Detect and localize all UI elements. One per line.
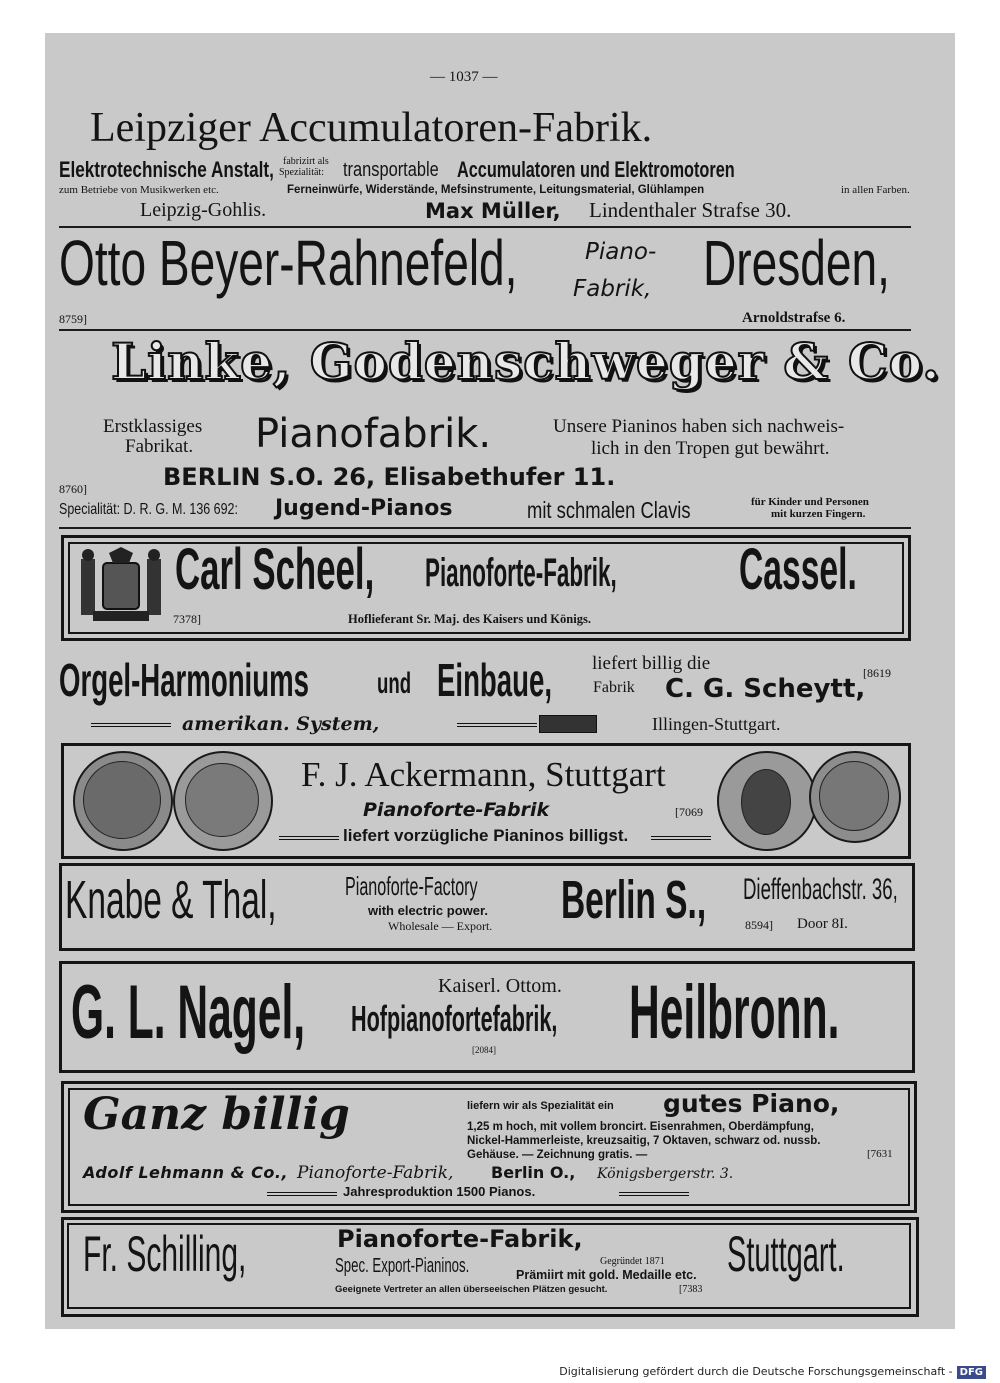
ad4-tagline: Hoflieferant Sr. Maj. des Kaisers und Königs. xyxy=(348,612,591,626)
ad7-address: Dieffenbachstr. 36, xyxy=(743,873,898,906)
ad4-type: Pianoforte-Fabrik, xyxy=(425,551,617,595)
ad9-company: Adolf Lehmann & Co., xyxy=(83,1163,289,1182)
ad1-line2 xyxy=(59,157,955,187)
ad5-main-wrap xyxy=(59,654,579,717)
ad8-ref: [2084] xyxy=(472,1045,496,1055)
dfg-logo-icon: DFG xyxy=(957,1366,986,1379)
footer-credit xyxy=(559,1365,986,1379)
ad10-type: Pianoforte-Fabrik, xyxy=(337,1225,583,1253)
scanned-page xyxy=(45,33,955,1329)
ad1-line2-mid-bottom: Spezialität: xyxy=(279,167,324,178)
ad8-name: G. L. Nagel, xyxy=(71,970,306,1055)
ad9-production: Jahresproduktion 1500 Pianos. xyxy=(343,1184,536,1199)
ad7-city: Berlin S., xyxy=(561,870,707,930)
ad9-company-city: Berlin O., xyxy=(491,1163,576,1182)
ornament-line xyxy=(619,1192,689,1196)
page-number: — 1037 — xyxy=(430,69,498,85)
ad1-line2-right-a: transportable xyxy=(343,159,439,181)
coat-of-arms-icon xyxy=(73,545,169,625)
keyboard-icon xyxy=(539,715,597,733)
ad1-line3-a: zum Betriebe von Musikwerken etc. xyxy=(59,184,219,196)
ad1-owner: Max Müller, xyxy=(425,199,561,223)
ad7-type-2: with electric power. xyxy=(368,903,488,918)
ad8-city-wrap xyxy=(629,970,929,1059)
ad1-title: Leipziger Accumulatoren-Fabrik. xyxy=(90,105,653,151)
ad3-right-1: Unsere Pianinos haben sich nachweis- xyxy=(553,416,845,437)
ornament-line xyxy=(267,1192,337,1196)
ad9-r1a: liefern wir als Spezialität ein xyxy=(467,1100,614,1112)
ad6-tagline: liefert vorzügliche Pianinos billigst. xyxy=(343,826,629,845)
ad10-founded: Gegründet 1871 xyxy=(600,1256,665,1267)
ad7-address-wrap xyxy=(743,875,913,911)
ornament-line xyxy=(91,723,171,727)
ad9-r4: Gehäuse. — Zeichnung gratis. — xyxy=(467,1149,648,1161)
divider xyxy=(59,527,911,529)
ad9-r2: 1,25 m hoch, mit vollem broncirt. Eisenrahmen, Oberdämpfung, xyxy=(467,1121,814,1133)
medal-figures-icon xyxy=(185,763,259,837)
ad9-ref: [7631 xyxy=(867,1148,893,1160)
ad3-special-label: Specialität: D. R. G. M. 136 692: xyxy=(59,501,238,518)
ad5-right-2b: C. G. Scheytt, xyxy=(665,674,866,704)
ad4-city-wrap xyxy=(739,537,919,611)
ad3-special-mid: mit schmalen Clavis xyxy=(527,497,691,523)
ad4-ref: 7378] xyxy=(173,612,201,626)
ad10-award: Prämiirt mit gold. Medaille etc. xyxy=(516,1268,697,1282)
ad10-name: Fr. Schilling, xyxy=(83,1226,247,1282)
ad2-fabrik: Fabrik, xyxy=(573,276,652,302)
ad9-company-addr: Königsbergerstr. 3. xyxy=(597,1166,734,1182)
ad7-ref: 8594] xyxy=(745,918,773,932)
ad1-line3-b: Ferneinwürfe, Widerstände, Mefsinstrumente, Leitungsmaterial, Glühlampen xyxy=(287,184,705,196)
ad1-city: Leipzig-Gohlis. xyxy=(140,199,267,221)
ad6-type: Pianoforte-Fabrik xyxy=(363,799,550,821)
medal-allegory-icon xyxy=(819,761,889,831)
ad9-company-type: Pianoforte-Fabrik, xyxy=(297,1163,454,1183)
ad5-right-2a: Fabrik xyxy=(593,679,635,696)
ad5-main: Orgel-Harmoniums xyxy=(59,654,309,706)
ad3-address: BERLIN S.O. 26, Elisabethufer 11. xyxy=(163,463,616,491)
ad8-name-wrap xyxy=(71,970,371,1059)
ad1-line2-right-b: Accumulatoren und Elektromotoren xyxy=(457,157,735,182)
ad7-name-wrap xyxy=(65,870,345,933)
ad3-name: Linke, Godenschweger & Co. xyxy=(111,332,941,391)
medal-portrait-icon xyxy=(83,761,161,839)
ornament-line xyxy=(279,836,339,840)
ad2-piano: Piano- xyxy=(585,239,657,265)
ad2-address: Arnoldstrafse 6. xyxy=(742,310,846,326)
ad10-spec-wrap xyxy=(335,1256,515,1280)
ad1-line2-left: Elektrotechnische Anstalt, xyxy=(59,157,274,182)
footer-text: Digitalisierung gefördert durch die Deutsche Forschungsgemeinschaft - xyxy=(559,1365,953,1378)
ad7-door: Door 8I. xyxy=(797,916,848,932)
ad5-place: Illingen-Stuttgart. xyxy=(652,714,781,734)
ad6-ref: [7069 xyxy=(675,805,703,819)
ad10-name-wrap xyxy=(83,1226,343,1289)
ad1-line3-c: in allen Farben. xyxy=(841,184,910,196)
ad5-right-1: liefert billig die xyxy=(592,653,711,674)
ad8-top: Kaiserl. Ottom. xyxy=(438,975,562,997)
ad8-type-wrap xyxy=(351,998,651,1041)
ad2-city: Dresden, xyxy=(703,227,890,299)
ad3-special-small-1: für Kinder und Personen xyxy=(751,496,869,508)
ornament-line xyxy=(651,836,711,840)
ad3-ref: 8760] xyxy=(59,482,87,496)
ad5-und: und xyxy=(377,667,412,700)
medal-figure-icon xyxy=(741,769,791,835)
divider xyxy=(59,329,911,331)
ad2-ref: 8759] xyxy=(59,312,87,326)
ad3-special-small-2: mit kurzen Fingern. xyxy=(771,508,866,520)
ad9-r3: Nickel-Hammerleiste, kreuzsaitig, 7 Oktaven, schwarz od. nussb. xyxy=(467,1135,821,1147)
ad7-type: Pianoforte-Factory xyxy=(345,871,478,901)
ad7-name: Knabe & Thal, xyxy=(65,870,277,930)
ad2-name: Otto Beyer-Rahnefeld, xyxy=(59,227,518,299)
ad7-type-wrap xyxy=(345,873,575,901)
ad3-special-main: Jugend-Pianos xyxy=(275,496,453,521)
ad8-type: Hofpianofortefabrik, xyxy=(351,998,558,1039)
ad3-left-2: Fabrikat. xyxy=(125,436,194,457)
ad10-city: Stuttgart. xyxy=(727,1226,845,1282)
ad2-city-wrap xyxy=(703,227,955,311)
ad4-name: Carl Scheel, xyxy=(175,537,375,602)
ad8-city: Heilbronn. xyxy=(629,970,840,1055)
ad5-ref: [8619 xyxy=(863,666,891,680)
ornament-line xyxy=(457,723,537,727)
ad3-special xyxy=(59,497,955,525)
ad9-r1b: gutes Piano, xyxy=(663,1089,840,1118)
ad9-headline: Ganz billig xyxy=(83,1089,350,1140)
ad3-right-2: lich in den Tropen gut bewährt. xyxy=(591,438,830,459)
ad5-einbaue: Einbaue, xyxy=(437,654,553,706)
ad1-address: Lindenthaler Strafse 30. xyxy=(589,198,792,222)
ad10-agents: Geeignete Vertreter an allen überseeischen Plätzen gesucht. xyxy=(335,1284,608,1295)
ad2-name-wrap xyxy=(59,227,659,311)
ad5-system: amerikan. System, xyxy=(182,713,380,735)
ad3-left-1: Erstklassiges xyxy=(103,416,203,437)
ad6-name: F. J. Ackermann, Stuttgart xyxy=(301,755,666,794)
ad4-type-wrap xyxy=(425,553,745,603)
ad10-ref: [7383 xyxy=(679,1284,703,1295)
ad7-type-3: Wholesale — Export. xyxy=(388,919,493,933)
ad1-line2-mid-top: fabrizirt als xyxy=(283,156,329,167)
ad10-spec: Spec. Export-Pianinos. xyxy=(335,1255,470,1277)
ad4-city: Cassel. xyxy=(739,537,857,602)
ad3-center: Pianofabrik. xyxy=(255,411,492,457)
ad10-city-wrap xyxy=(727,1226,927,1289)
ad7-city-wrap xyxy=(561,870,761,933)
